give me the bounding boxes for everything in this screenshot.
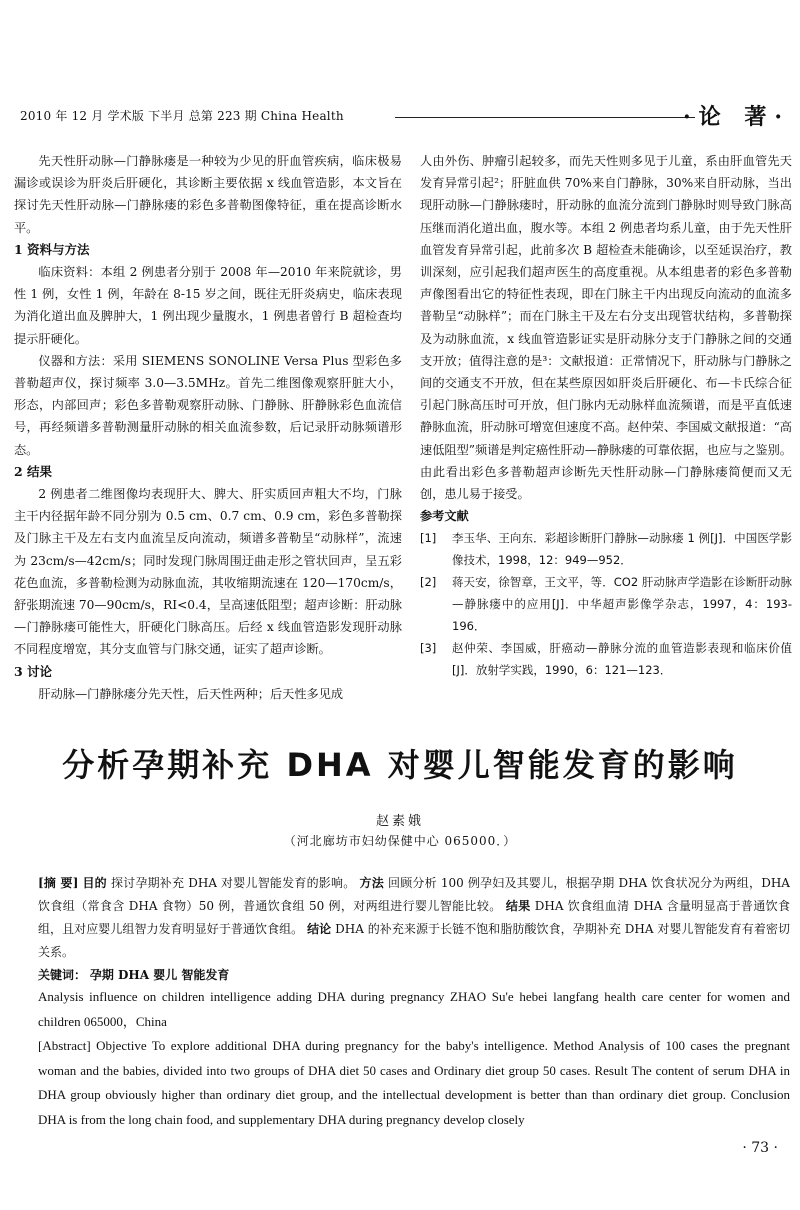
discussion-paragraph-start: 肝动脉—门静脉瘘分先天性，后天性两种；后天性多见成 — [38, 686, 344, 701]
clinical-data-paragraph: 临床资料：本组 2 例患者分别于 2008 年—2010 年来院就诊，男性 1 例，女性 1 例，年龄在 8-15 岁之间，既往无肝炎病史，临床表现为消化道出血及脾肿大，1 例出现少量腹水，1 例患者曾行 B 超检查均提示肝硬化。 — [14, 265, 402, 346]
heading-discussion: 3 讨论 — [14, 663, 53, 679]
reference-item — [420, 571, 792, 637]
left-column — [14, 150, 402, 705]
intro-paragraph: 先天性肝动脉—门静脉瘘是一种较为少见的肝血管疾病，临床极易漏诊或误诊为肝炎后肝硬化，其诊断主要依据 x 线血管造影，本文旨在探讨先天性肝动脉—门静脉瘘的彩色多普勒图像特征，重在提高诊断水平。 — [14, 154, 402, 235]
method-label: 方法 — [359, 876, 384, 890]
keywords-label: 关键词： — [38, 968, 87, 982]
english-title: Analysis influence on children intelligence adding DHA during pregnancy ZHAO Su'e hebei langfang health care center for women and children 065000，China — [38, 989, 790, 1029]
header-rule — [395, 117, 695, 118]
reference-number: [2] — [420, 575, 437, 590]
reference-item — [420, 637, 792, 681]
running-header — [20, 104, 790, 128]
right-column — [420, 150, 792, 681]
english-abstract-block — [38, 1034, 790, 1132]
reference-text: 赵仲荣、李国威，肝癌动—静脉分流的血管造影表现和临床价值[J]．放射学实践，1990，6：121—123． — [452, 641, 792, 678]
conclusion-label: 结论 — [307, 922, 332, 936]
objective-label: 目的 — [82, 876, 107, 890]
reference-text: 李玉华、王向东．彩超诊断肝门静脉—动脉瘘 1 例[J]．中国医学影像技术，1998，12：949—952． — [452, 531, 792, 568]
english-title-block — [38, 985, 790, 1034]
result-label: 结果 — [505, 899, 531, 913]
conclusion-text: DHA 的补充来源于长链不饱和脂肪酸饮食，孕期补充 DHA 对婴儿智能发育有着密切关系。 — [38, 922, 790, 959]
english-abstract: [Abstract] Objective To explore additional DHA during pregnancy for the baby's intelligence. Method Analysis of 100 cases the pregnant woman and the babies, divided into two groups of DHA diet 50 cases and Ordinary diet group 50 cases. Result The content of serum DHA in DHA group obviously higher than ordinary diet group, and the intellectual development is better than than ordinary diet group. Conclusion DHA is from the long chain food, and supplementary DHA during pregnancy develop closely — [38, 1038, 790, 1127]
reference-text: 蒋天安，徐智章，王文平，等．CO2 肝动脉声学造影在诊断肝动脉—静脉瘘中的应用[J]．中华超声影像学杂志，1997，4：193-196． — [452, 575, 792, 634]
references-heading: 参考文献 — [420, 509, 469, 524]
result-text: DHA 饮食组血清 DHA 含量明显高于普通饮食组，且对应婴儿组智力发育明显好于普通饮食组。 — [38, 899, 790, 936]
article-title: 分析孕期补充 DHA 对婴儿智能发育的影响 — [62, 746, 738, 784]
reference-item — [420, 527, 792, 571]
journal-info: 2010 年 12 月 学术版 下半月 总第 223 期 China Health — [20, 109, 344, 123]
objective-text: 探讨孕期补充 DHA 对婴儿智能发育的影响。 — [110, 876, 356, 890]
reference-number: [1] — [420, 531, 437, 546]
section-label: ·论 著· — [683, 104, 790, 130]
author-affiliation: （河北廊坊市妇幼保健中心 065000．） — [283, 834, 517, 848]
keywords-text: 孕期 DHA 婴儿 智能发育 — [89, 968, 230, 982]
method-text: 回顾分析 100 例孕妇及其婴儿，根据孕期 DHA 饮食状况分为两组，DHA 饮食组（常食含 DHA 食物）50 例，普通饮食组 50 例，对两组进行婴儿智能比较。 — [38, 876, 790, 913]
heading-results: 2 结果 — [14, 463, 53, 479]
author-name: 赵素娥 — [375, 814, 424, 829]
abstract-body — [38, 872, 790, 964]
chinese-abstract — [38, 872, 790, 987]
page-number: · 73 · — [742, 1140, 778, 1156]
discussion-paragraph-cont: 人由外伤、肿瘤引起较多，而先天性则多见于儿童，系由肝血管先天发育异常引起²；肝脏血供 70%来自门静脉，30%来自肝动脉，当出现肝动脉—门静脉瘘时，肝动脉的血流分流到门静脉时则导致门脉高压继而消化道出血，腹水等。本组 2 例患者均系儿童，由于先天性肝血管发育异常引起，此前多次 B 超检查未能确诊，以至延误治疗，教训深刻，应引起我们超声医生的高度重视。从本组患者的彩色多普勒声像图看出它的特征性表现，即在门脉主干内出现反向流动的血流多普勒呈“动脉样”；而在门脉主干及左右分支出现管状结构，多普勒探及为动脉血流，x 线血管造影证实是肝动脉分支于门静脉之间的交通支开放；值得注意的是³：文献报道：正常情况下，肝动脉与门静脉之间的交通支不开放，但在某些原因如肝炎后肝硬化、布—卡氏综合征引起门脉高压时可开放，但门脉内无动脉样血流频谱，而是平直低速静脉血流，肝动脉可增宽但速度不高。赵仲荣、李国威文献报道：“高速低阻型”频谱是判定癌性肝动—静脉瘘的可靠依据，也应与之鉴别。由此看出彩色多普勒超声诊断先天性肝动脉—门静脉瘘简便而又无创，患儿易于接受。 — [420, 154, 792, 502]
abstract-label: [摘 要] — [38, 876, 79, 890]
keywords-line — [38, 964, 790, 987]
heading-methods: 1 资料与方法 — [14, 241, 90, 257]
results-paragraph: 2 例患者二维图像均表现肝大、脾大、肝实质回声粗大不均，门脉主干内径据年龄不同分别为 0.5 cm、0.7 cm、0.9 cm，彩色多普勒探及门脉主干及左右支内血流呈反向流动，频谱多普勒呈“动脉样”，流速为 23cm/s—42cm/s；同时发现门脉周围迂曲走形之管状回声，呈五彩花色血流，多普勒检测为动脉血流，其收缩期流速在 120—170cm/s，舒张期流速 70—90cm/s，RI<0.4，呈高速低阻型；超声诊断：肝动脉—门静脉瘘可能性大，肝硬化门脉高压。后经 x 线血管造影发现肝动脉不同程度增宽，其分支血管与门脉交通，证实了超声诊断。 — [14, 487, 402, 657]
reference-number: [3] — [420, 641, 437, 656]
instrument-paragraph: 仪器和方法：采用 SIEMENS SONOLINE Versa Plus 型彩色多普勒超声仪，探讨频率 3.0—3.5MHz。首先二维图像观察肝脏大小，形态，内部回声；彩色多普勒观察肝动脉、门静脉、肝静脉彩色血流信号，再经频谱多普勒测量肝动脉的相关血流参数，后记录肝动脉频谱形态。 — [14, 353, 402, 457]
